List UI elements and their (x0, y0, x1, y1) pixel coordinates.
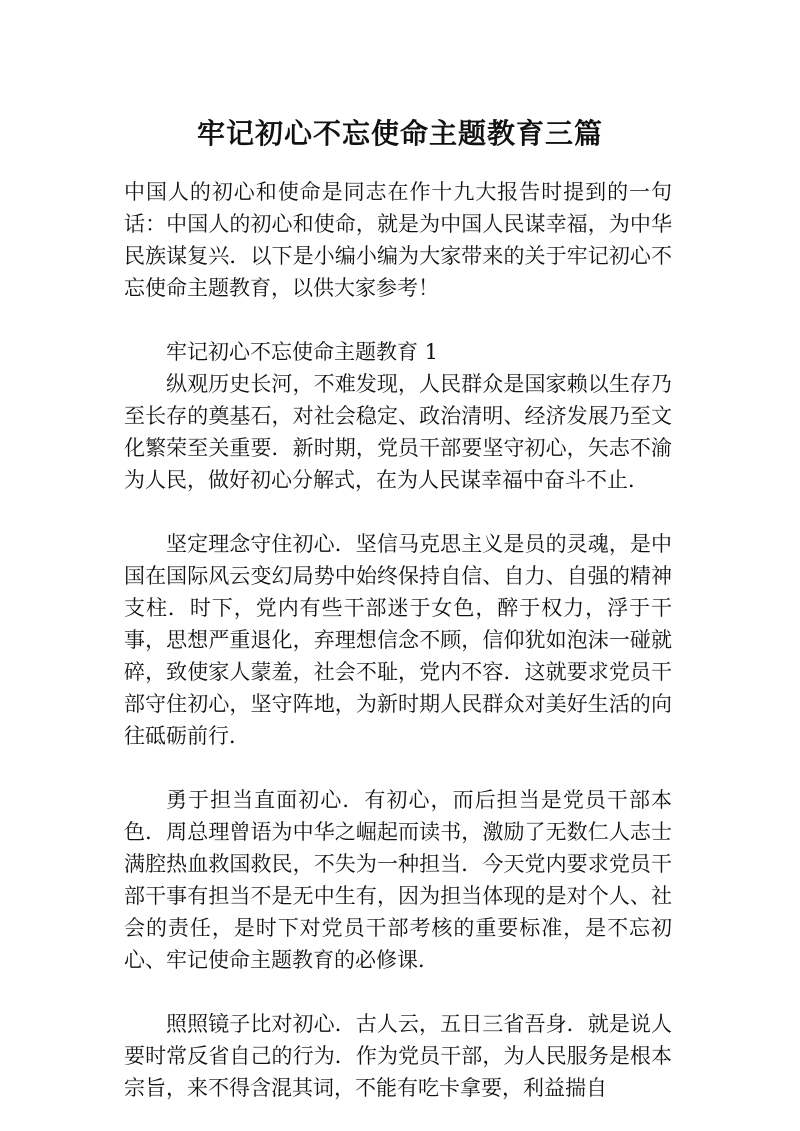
document-title: 牢记初心不忘使命主题教育三篇 (196, 117, 603, 150)
body-paragraph-4: 照照镜子比对初心．古人云，五日三省吾身．就是说人要时常反省自己的行为．作为党员干部，为人民服务是根本宗旨，来不得含混其词，不能有吃卡拿要，利益揣自 (124, 1012, 672, 1100)
body-paragraph-3: 勇于担当直面初心．有初心，而后担当是党员干部本色．周总理曾语为中华之崛起而读书，激励了无数仁人志士满腔热血救国救民，不失为一种担当．今天党内要求党员干部干事有担当不是无中生有，因为担当体现的是对个人、社会的责任，是时下对党员干部考核的重要标准，是不忘初心、牢记使命主题教育的必修课． (124, 788, 672, 972)
section-heading: 牢记初心不忘使命主题教育 1 (166, 340, 439, 364)
body-paragraph-2: 坚定理念守住初心．坚信马克思主义是员的灵魂，是中国在国际风云变幻局势中始终保持自信、自力、自强的精神支柱．时下，党内有些干部迷于女色，醉于权力，浮于干事，思想严重退化，弃理想信念不顾，信仰犹如泡沫一碰就碎，致使家人蒙羞，社会不耻，党内不容．这就要求党员干部守住初心，坚守阵地，为新时期人民群众对美好生活的向往砥砺前行． (124, 532, 672, 748)
body-paragraph-1: 纵观历史长河，不难发现，人民群众是国家赖以生存乃至长存的奠基石，对社会稳定、政治清明、经济发展乃至文化繁荣至关重要．新时期，党员干部要坚守初心，矢志不渝为人民，做好初心分解式，在为人民谋幸福中奋斗不止． (124, 372, 672, 492)
intro-paragraph: 中国人的初心和使命是同志在作十九大报告时提到的一句话：中国人的初心和使命，就是为中国人民谋幸福，为中华民族谋复兴．以下是小编小编为大家带来的关于牢记初心不忘使命主题教育，以供大家参考！ (124, 180, 672, 300)
document-body (124, 176, 672, 1104)
